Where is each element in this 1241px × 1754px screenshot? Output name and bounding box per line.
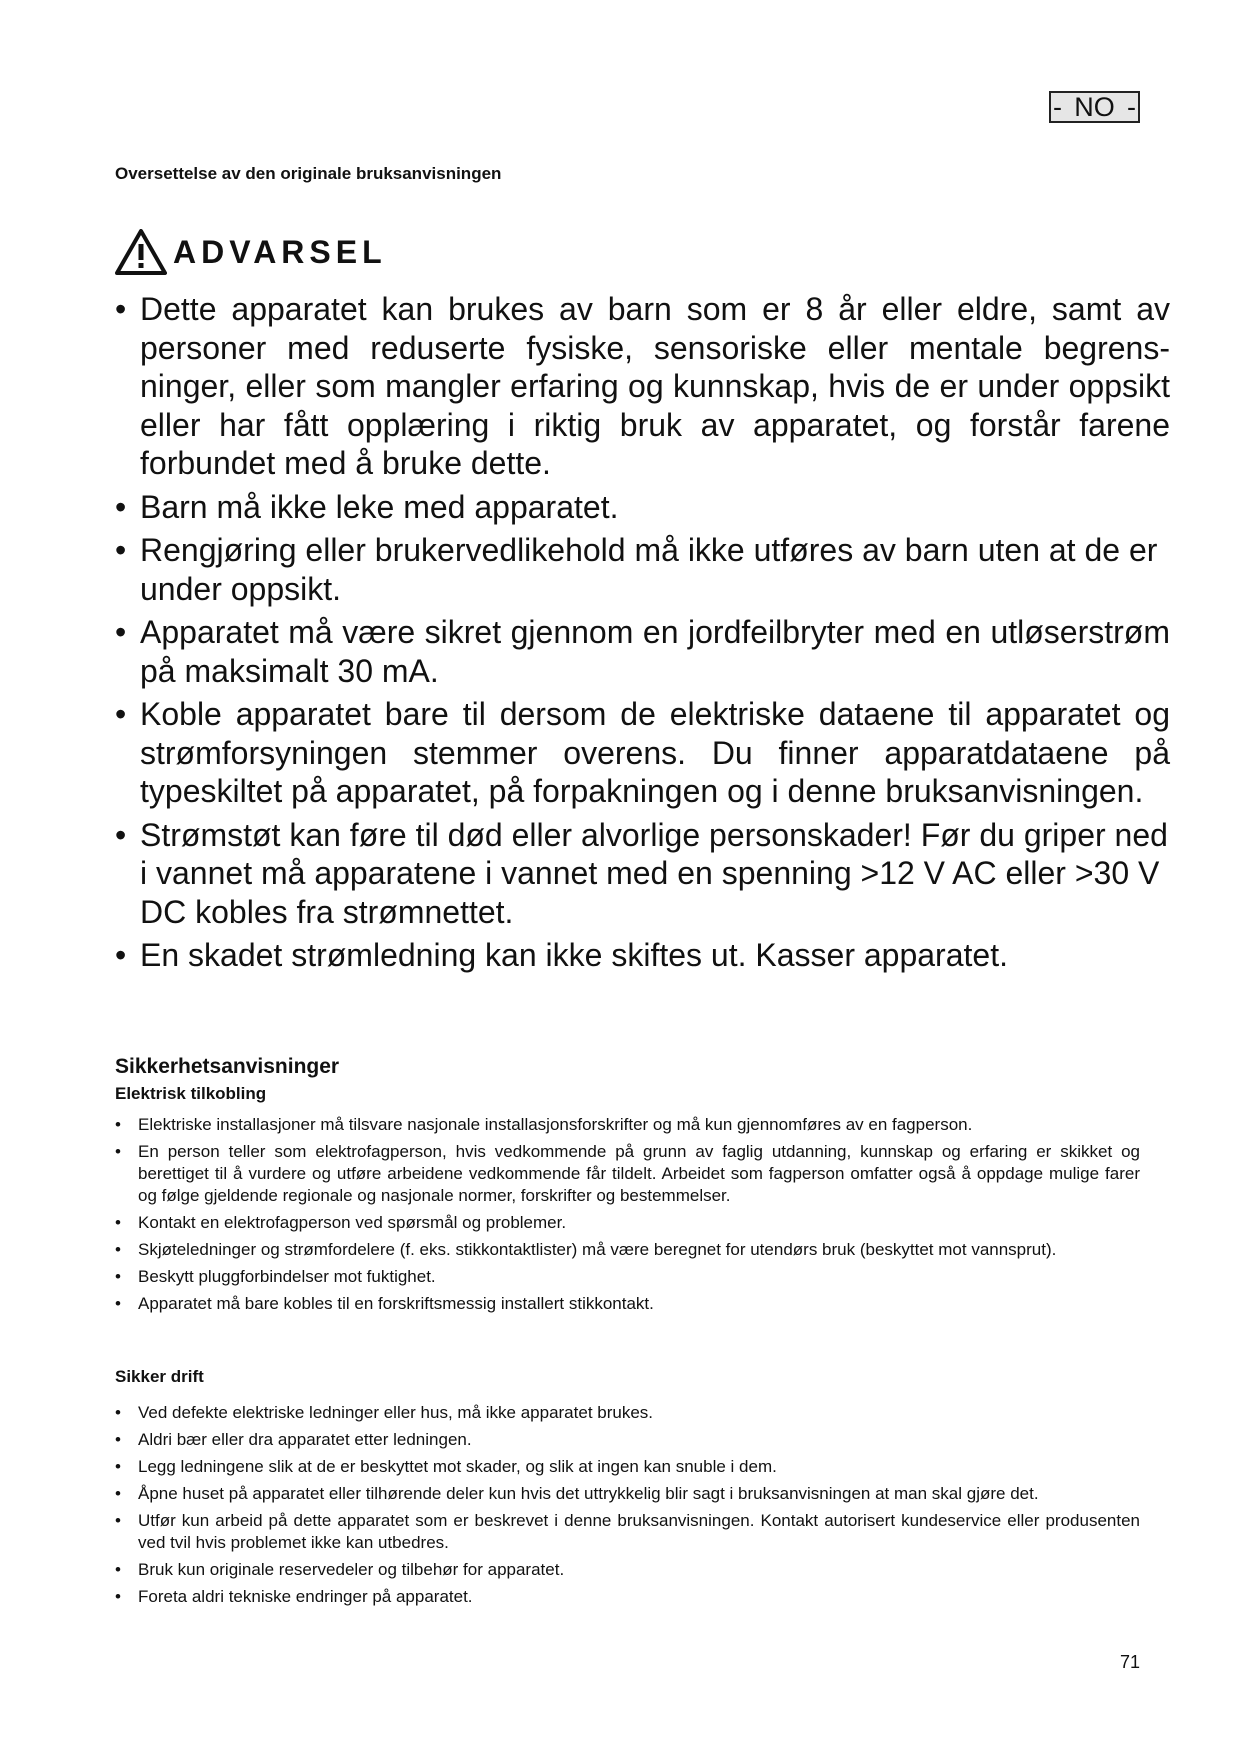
warning-list	[115, 290, 1170, 980]
safe-operation-title: Sikker drift	[115, 1367, 204, 1386]
language-badge-left-dash: -	[1053, 92, 1062, 122]
warning-header	[115, 226, 387, 278]
list-item: • Ved defekte elektriske ledninger eller hus, må ikke apparatet brukes.	[115, 1402, 1140, 1424]
warning-item: • Dette apparatet kan brukes av barn som er 8 år eller eldre, samt av personer med reduserte fysiske, sensoriske eller mentale begrensninger, eller som mangler erfaring og kunnskap, hvis de er under oppsikt eller har fått opplæring i riktig bruk av apparatet, og forstår farene forbundet med å bruke dette.	[115, 290, 1170, 483]
list-item: • Bruk kun originale reservedeler og tilbehør for apparatet.	[115, 1559, 1140, 1581]
warning-item: • Rengjøring eller brukervedlikehold må ikke utføres av barn uten at de er under oppsikt.	[115, 531, 1170, 608]
document-subtitle: Oversettelse av den originale bruksanvisningen	[115, 164, 502, 183]
list-item: • Aldri bær eller dra apparatet etter ledningen.	[115, 1429, 1140, 1451]
electrical-connection-list	[115, 1114, 1140, 1320]
warning-item: • Strømstøt kan føre til død eller alvorlige personskader! Før du griper ned i vannet må apparatene i vannet med en spenning >12 V AC eller >30 V DC kobles fra strømnettet.	[115, 816, 1170, 932]
list-item: • Åpne huset på apparatet eller tilhørende deler kun hvis det uttrykkelig blir sagt i bruksanvisningen at man skal gjøre det.	[115, 1483, 1140, 1505]
safety-section-title: Sikkerhetsanvisninger	[115, 1055, 340, 1078]
list-item: • Apparatet må bare kobles til en forskriftsmessig installert stikkontakt.	[115, 1293, 1140, 1315]
list-item: • Elektriske installasjoner må tilsvare nasjonale installasjonsforskrifter og må kun gjennomføres av en fagperson.	[115, 1114, 1140, 1136]
list-item: • Beskytt pluggforbindelser mot fuktighet.	[115, 1266, 1140, 1288]
list-item: • Skjøteledninger og strømfordelere (f. eks. stikkontaktlister) må være beregnet for utendørs bruk (beskyttet mot vannsprut).	[115, 1239, 1140, 1261]
list-item: • Legg ledningene slik at de er beskyttet mot skader, og slik at ingen kan snuble i dem.	[115, 1456, 1140, 1478]
page-number: 71	[1119, 1652, 1140, 1672]
safe-operation-list	[115, 1402, 1140, 1613]
language-badge-right-dash: -	[1127, 92, 1136, 122]
list-item: • Kontakt en elektrofagperson ved spørsmål og problemer.	[115, 1212, 1140, 1234]
language-badge	[1049, 91, 1140, 123]
warning-item: • Apparatet må være sikret gjennom en jordfeilbryter med en utløserstrøm på maksimalt 30 mA.	[115, 613, 1170, 690]
warning-item: • En skadet strømledning kan ikke skiftes ut. Kasser apparatet.	[115, 936, 1170, 975]
list-item: • En person teller som elektrofagperson, hvis vedkommende på grunn av faglig utdanning, kunnskap og erfaring er skikket og berettiget til å vurdere og utføre arbeidene vedkommende får tildelt. Arbeidet som fagperson omfatter også å oppdage mulige farer og følge gjeldende regionale og nasjonale normer, forskrifter og bestemmelser.	[115, 1141, 1140, 1207]
warning-title: ADVARSEL	[173, 233, 387, 270]
list-item: • Utfør kun arbeid på dette apparatet som er beskrevet i denne bruksanvisningen. Kontakt autorisert kundeservice eller produsenten ved tvil hvis problemet ikke kan utbedres.	[115, 1510, 1140, 1554]
list-item: • Foreta aldri tekniske endringer på apparatet.	[115, 1586, 1140, 1608]
electrical-connection-title: Elektrisk tilkobling	[115, 1084, 267, 1103]
language-code: NO	[1074, 92, 1115, 122]
warning-item: • Barn må ikke leke med apparatet.	[115, 488, 1170, 527]
warning-item: • Koble apparatet bare til dersom de elektriske dataene til apparatet og strømforsyningen stemmer overens. Du finner apparatdataene på typeskiltet på apparatet, på forpakningen og i denne bruksanvisningen.	[115, 695, 1170, 811]
warning-triangle-icon	[115, 229, 167, 275]
